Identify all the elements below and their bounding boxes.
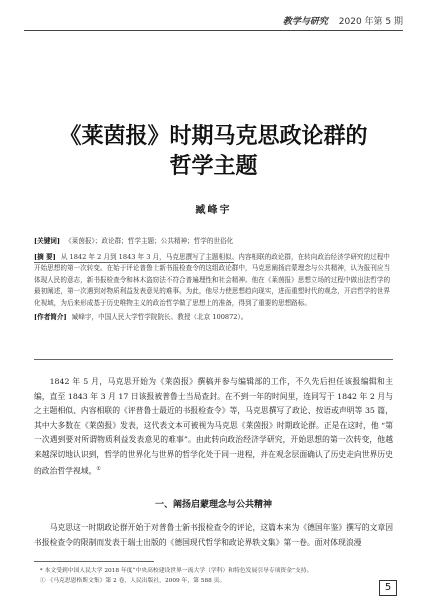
summary-row [34, 252, 393, 310]
summary-text: 从 1842 年 2 月到 1843 年 3 月，马克思撰写了主题相似、内容相联的政论群，在转向政治经济学研究的过程中开始思想的第一次转变。在始于评论普鲁士新书报检查令的这组政论群中，马克思阐扬启蒙理念与公共精神，认为报刊应当体现人民的意志，新书报检查令和林木盗窃法不符合普遍理性和社会精神。他在《莱茵报》思想立场的过程中做出法哲学的最初阐述，第一次遇到对物质利益发表意见的难事。为此，他尽力使思想趋向现实，进而重塑时代的观念，开启哲学的世界化视域，为后来形成基于历史唯物主义的政治哲学做了思想上的准备，得到了重要的思想路标。 [34, 252, 391, 307]
journal-name: 教学与研究 [282, 17, 328, 27]
author-name: 臧峰宇 [195, 205, 232, 216]
article-title [20, 122, 407, 182]
abstract-block [34, 236, 393, 325]
footnote-marker: ① [96, 466, 101, 472]
abstract-bottom-rule [34, 359, 393, 360]
header-divider [24, 30, 403, 31]
summary-label: [摘 要] [34, 252, 56, 261]
footnote-1: ① 《马克思恩格斯文集》第 2 卷，人民出版社，2009 年，第 588 页。 [39, 578, 226, 584]
author-info-row [34, 312, 393, 324]
abstract-divider [34, 262, 234, 263]
title-line-2: 哲学主题 [169, 154, 258, 179]
running-header [24, 14, 403, 30]
page-number: 5 [379, 580, 397, 596]
issue-label: 2020 年第 5 期 [338, 17, 403, 27]
funding-note: * 本文受到中国人民大学 2018 年度“中央高校建设世界一流大学（学科）和特色发展引导专项资金”支持。 [39, 568, 313, 574]
keywords-row [34, 236, 393, 248]
body-paragraph-2: 马克思这一时期政论群开始于对普鲁士新书报检查令的评论，这篇本来为《德国年鉴》撰写的文章因书报检查令的限制而发表于瑞士出版的《德国现代哲学和政论界轶文集》第一卷。面对体现浪漫 [34, 523, 393, 547]
footnotes [34, 566, 393, 586]
paragraph-1-text: 1842 年 5 月，马克思开始为《莱茵报》撰稿并参与编辑部的工作，不久先后担任该报编辑和主编，直至 1843 年 3 月 17 日该报被普鲁士当局查封。在不到一年的时间里，连同写于 1842 年 2 月与之主题相似、内容相联的《评普鲁士最近的书报检查令》等，马克思撰写了政论、按语或声明等 35 篇，其中大多数在《莱茵报》发表，这代表文本可被视为马克思《莱茵报》时期政论群。正是在这时，他 “第一次遇到要对所谓物质利益发表意见的难事”。由此转向政治经济学研究，开始思想的第一次转变，他越来越深切地认识到，哲学的世界化与世界的哲学化处于同一进程，并在观念层面确认了历史走向世界历史的政治哲学视域。 [34, 377, 393, 476]
keywords-text: 《莱茵报》；政论群；哲学主题；公共精神；哲学的世俗化 [65, 237, 234, 245]
keywords-label: [关键词] [34, 237, 61, 245]
title-line-1: 《莱茵报》时期马克思政论群的 [59, 124, 368, 149]
body-paragraph-1 [34, 375, 393, 479]
footnote-divider [34, 561, 154, 562]
author-info-label: [作者简介] [34, 313, 67, 321]
section-heading: 一、阐扬启蒙理念与公共精神 [154, 500, 272, 510]
author-info-text: 臧峰宇，中国人民大学哲学院院长、教授（北京 100872）。 [71, 313, 248, 321]
